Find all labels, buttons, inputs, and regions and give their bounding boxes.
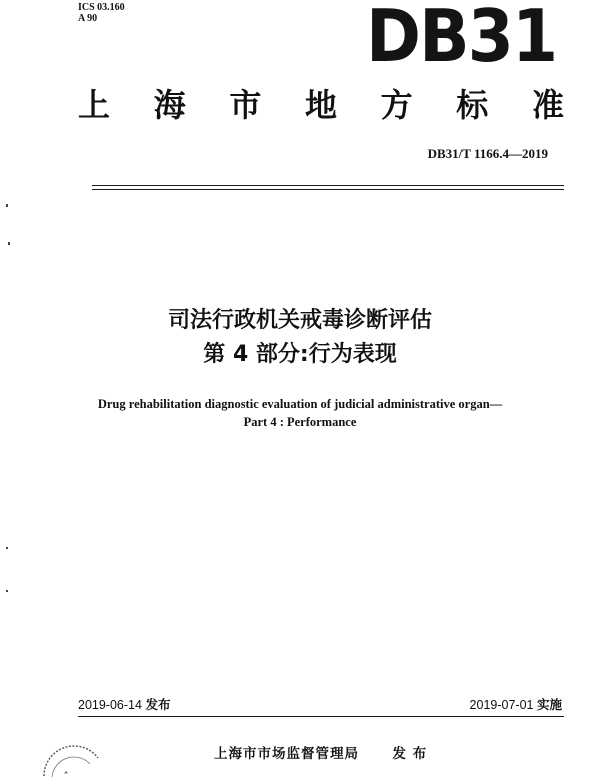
footer-rule [78, 716, 564, 717]
issuer-name: 上海市市场监督管理局 [214, 746, 359, 762]
standard-type-char: 上 [78, 86, 111, 124]
classification-codes [78, 2, 125, 24]
title-cn-line1: 司法行政机关戒毒诊断评估 [167, 308, 432, 333]
title-en-line1: Drug rehabilitation diagnostic evaluation of judicial administrative organ— [97, 397, 503, 411]
ics-code: ICS 03.160 [78, 2, 125, 13]
scan-speck [6, 204, 8, 207]
db31-logo: DB31 [366, 0, 557, 78]
implement-label: 实施 [536, 697, 562, 712]
issuer-action: 发 布 [392, 746, 428, 762]
issue-date-value: 2019-06-14 [78, 698, 142, 712]
ccs-code: A 90 [78, 13, 98, 24]
standard-type-char: 准 [531, 86, 564, 124]
standard-type-char: 市 [229, 86, 262, 124]
standard-type-char: 海 [153, 86, 186, 124]
implement-date-value: 2019-07-01 [469, 698, 534, 712]
title-en-line2: Part 4 : Performance [243, 415, 357, 429]
standard-type-char: 标 [456, 86, 489, 124]
standard-number: DB31/T 1166.4—2019 [427, 146, 548, 161]
header-rule-bottom [92, 189, 564, 190]
standard-type-char: 方 [380, 86, 413, 124]
scan-speck [6, 590, 8, 592]
issue-label: 发布 [145, 697, 171, 712]
issuer [214, 742, 427, 762]
official-seal-fragment [40, 744, 102, 778]
implement-date [470, 695, 562, 713]
scan-speck [8, 242, 10, 245]
header-rule-top [92, 185, 564, 186]
issue-date [78, 695, 170, 713]
standard-type-heading [78, 86, 564, 124]
title-cn-line2: 第 4 部分:行为表现 [203, 342, 397, 367]
standard-type-char: 地 [304, 86, 337, 124]
scan-speck [6, 547, 8, 549]
